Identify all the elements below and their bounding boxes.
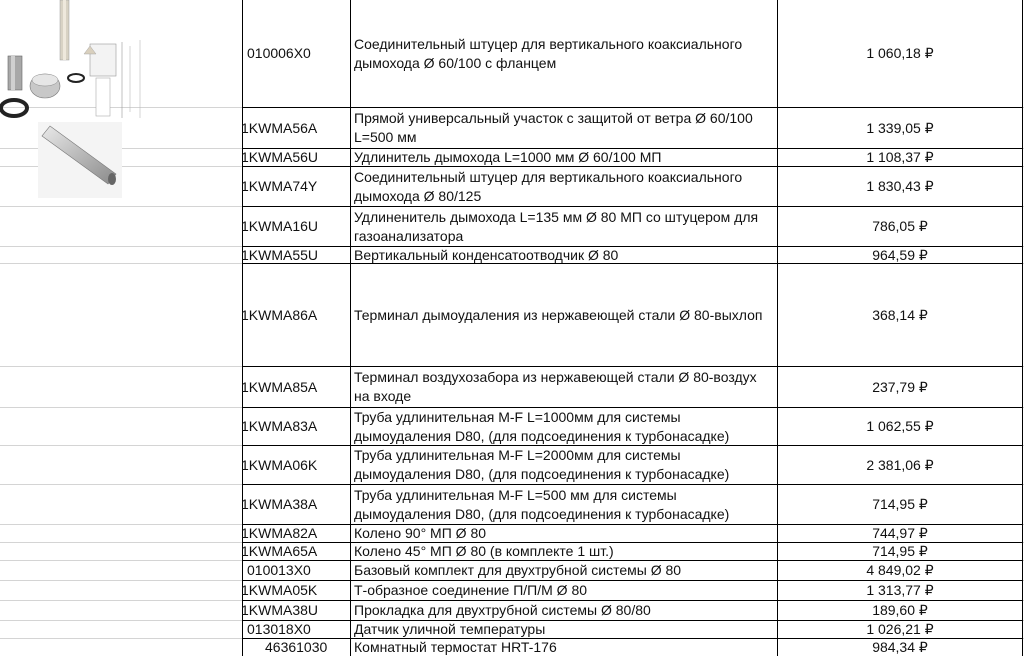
- table-row-description: Прокладка для двухтрубной системы Ø 80/80: [354, 602, 651, 618]
- table-row-code: 1KWMA83A: [241, 418, 318, 434]
- table-row-description: Терминал воздухозабора из нержавеющей стали Ø 80-воздух на входе: [354, 369, 757, 404]
- column-border: [1022, 0, 1023, 656]
- table-row-price: 2 381,06 ₽: [866, 456, 934, 473]
- table-row-price: 4 849,02 ₽: [866, 562, 934, 578]
- table-row-code: 013018X0: [247, 621, 311, 637]
- table-row-code: 1KWMA38U: [241, 602, 319, 618]
- table-row-price: 714,95 ₽: [872, 543, 928, 559]
- table-row-description: Удлинитель дымохода L=1000 мм Ø 60/100 МП: [354, 149, 662, 165]
- table-row-description: Терминал дымоудаления из нержавеющей стали Ø 80-выхлоп: [354, 306, 763, 323]
- table-row-code: 1KWMA85A: [241, 378, 318, 395]
- chimney-parts-icon: [0, 0, 160, 120]
- table-row-code: 010006X0: [247, 45, 311, 61]
- table-row-code: 46361030: [265, 639, 328, 655]
- table-row-description: Колено 90° МП Ø 80: [354, 525, 487, 541]
- table-row-price: 1 026,21 ₽: [866, 621, 934, 637]
- chimney-parts-image: [0, 0, 160, 120]
- table-row-price: 714,95 ₽: [872, 496, 928, 512]
- extension-pipe-image: [38, 122, 122, 198]
- table-row-code: 010013X0: [247, 562, 311, 578]
- table-row-price: 1 062,55 ₽: [866, 418, 934, 434]
- table-row-code: 1KWMA56A: [241, 119, 318, 136]
- table-row-code: 1KWMA38A: [241, 496, 318, 512]
- table-row-description: Датчик уличной температуры: [354, 621, 546, 637]
- table-row-price: 1 339,05 ₽: [866, 119, 934, 136]
- table-row-price: 1 108,37 ₽: [866, 149, 934, 165]
- table-row-description: Труба удлинительная M-F L=500 мм для системы дымоудаления D80, (для подсоединения к турбонасадке): [354, 486, 730, 522]
- table-row-price: 964,59 ₽: [872, 246, 928, 263]
- table-row-description: Т-образное соединение П/П/М Ø 80: [354, 582, 588, 598]
- table-row-code: 1KWMA05K: [241, 582, 318, 598]
- pipe-icon: [38, 122, 122, 198]
- table-row-description: Соединительный штуцер для вертикального коаксиального дымохода Ø 80/125: [354, 168, 743, 204]
- table-row-price: 786,05 ₽: [872, 218, 928, 234]
- table-row-description: Прямой универсальный участок с защитой от ветра Ø 60/100 L=500 мм: [354, 110, 753, 145]
- table-row-description: Удлиненитель дымохода L=135 мм Ø 80 МП со штуцером для газоанализатора: [354, 208, 759, 244]
- table-row-description: Соединительный штуцер для вертикального коаксиального дымохода Ø 60/100 с фланцем: [354, 35, 743, 71]
- table-row-price: 1 830,43 ₽: [866, 178, 934, 194]
- table-row-price: 744,97 ₽: [872, 525, 928, 541]
- table-row-description: Колено 45° МП Ø 80 (в комплекте 1 шт.): [354, 543, 614, 559]
- table-row-price: 1 060,18 ₽: [866, 45, 934, 61]
- table-row-code: 1KWMA55U: [241, 246, 319, 263]
- table-row-code: 1KWMA82A: [241, 525, 318, 541]
- table-row-price: 984,34 ₽: [872, 639, 928, 655]
- table-row-description: Комнатный термостат HRT-176: [354, 639, 557, 655]
- table-row-code: 1KWMA56U: [241, 149, 319, 165]
- table-row-price: 1 313,77 ₽: [866, 582, 934, 598]
- table-row-price: 237,79 ₽: [872, 378, 928, 395]
- table-row-code: 1KWMA16U: [241, 218, 319, 234]
- table-row-price: 368,14 ₽: [872, 306, 928, 323]
- table-row-description: Труба удлинительная M-F L=1000мм для системы дымоудаления D80, (для подсоединения к турбонасадке): [354, 408, 730, 444]
- table-row-description: Базовый комплект для двухтрубной системы Ø 80: [354, 562, 682, 578]
- table-row-code: 1KWMA65A: [241, 543, 318, 559]
- table-row-description: Вертикальный конденсатоотводчик Ø 80: [354, 246, 619, 263]
- table-row-price: 189,60 ₽: [872, 602, 928, 618]
- table-row-code: 1KWMA06K: [241, 456, 318, 473]
- table-row-code: 1KWMA86A: [241, 306, 318, 323]
- table-row-code: 1KWMA74Y: [241, 178, 318, 194]
- table-row-description: Труба удлинительная M-F L=2000мм для системы дымоудаления D80, (для подсоединения к турбонасадке): [354, 447, 730, 482]
